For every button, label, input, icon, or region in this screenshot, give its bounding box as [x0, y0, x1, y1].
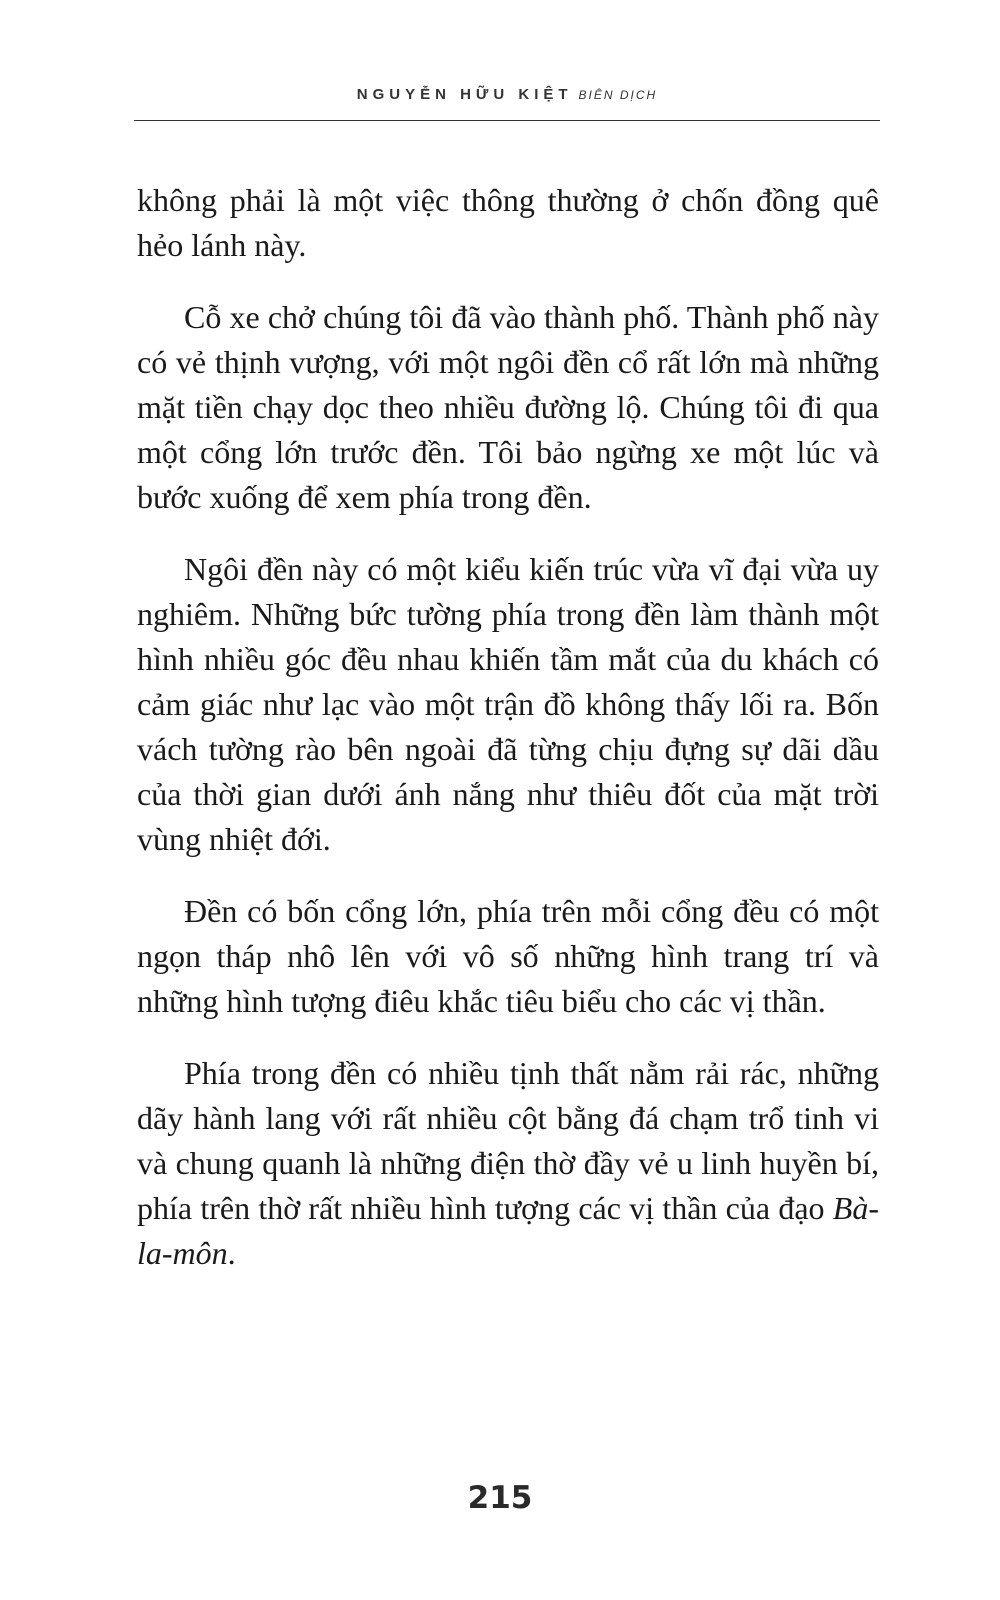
header-rule [134, 120, 880, 121]
paragraph: Cỗ xe chở chúng tôi đã vào thành phố. Thành phố này có vẻ thịnh vượng, với một ngôi đền cổ rất lớn mà những mặt tiền chạy dọc theo nhiều đường lộ. Chúng tôi đi qua một cổng lớn trước đền. Tôi bảo ngừng xe một lúc và bước xuống để xem phía trong đền. [137, 299, 879, 515]
running-header [134, 86, 880, 103]
paragraph-continuation: không phải là một việc thông thường ở chốn đồng quê hẻo lánh này. [137, 182, 879, 263]
paragraph-last [137, 1051, 879, 1276]
page-body [137, 178, 879, 1303]
header-author: NGUYỄN HỮU KIỆT [356, 86, 573, 103]
header-role: BIÊN DỊCH [578, 88, 658, 102]
paragraph-end: . [227, 1235, 236, 1271]
paragraph: Đền có bốn cổng lớn, phía trên mỗi cổng đều có một ngọn tháp nhô lên với vô số những hình trang trí và những hình tượng điêu khắc tiêu biểu cho các vị thần. [137, 893, 879, 1019]
paragraph: Ngôi đền này có một kiểu kiến trúc vừa vĩ đại vừa uy nghiêm. Những bức tường phía trong đền làm thành một hình nhiều góc đều nhau khiến tầm mắt của du khách có cảm giác như lạc vào một trận đồ không thấy lối ra. Bốn vách tường rào bên ngoài đã từng chịu đựng sự dãi dầu của thời gian dưới ánh nắng như thiêu đốt của mặt trời vùng nhiệt đới. [137, 551, 879, 857]
page-number: 215 [467, 1480, 533, 1516]
paragraph-text: Phía trong đền có nhiều tịnh thất nằm rải rác, những dãy hành lang với rất nhiều cột bằng đá chạm trổ tinh vi và chung quanh là những điện thờ đầy vẻ u linh huyền bí, phía trên thờ rất nhiều hình tượng các vị thần của đạo [137, 1055, 879, 1226]
italic-term: Bà-la-môn [137, 1190, 879, 1271]
